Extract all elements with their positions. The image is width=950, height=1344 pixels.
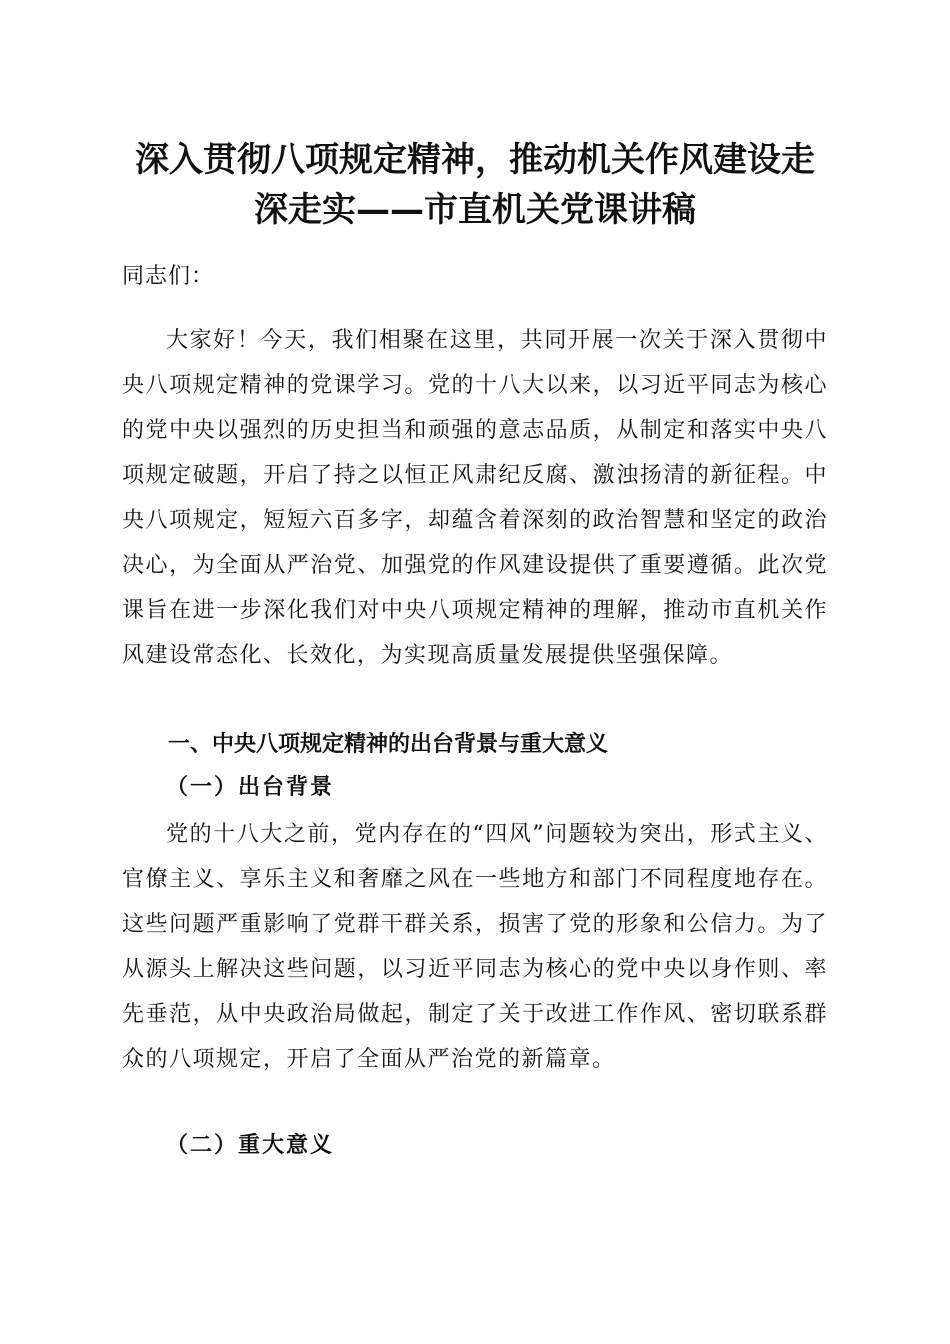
subsection-heading-1: （一）出台背景 xyxy=(166,774,335,800)
title-line-2: 深走实——市直机关党课讲稿 xyxy=(254,190,696,230)
subsection-heading-2: （二）重大意义 xyxy=(166,1132,335,1158)
section-heading-1: 一、中央八项规定精神的出台背景与重大意义 xyxy=(168,732,609,757)
salutation: 同志们： xyxy=(122,264,215,289)
subsection-1-paragraph: 党的十八大之前，党内存在的“四风”问题较为突出，形式主义、官僚主义、享乐主义和奢靡之风在一些地方和部门不同程度地存在。这些问题严重影响了党群干群关系，损害了党的形象和公信力。为了从源头上解决这些问题，以习近平同志为核心的党中央以身作则、率先垂范，从中央政治局做起，制定了关于改进工作作风、密切联系群众的八项规定，开启了全面从严治党的新篇章。 xyxy=(122,822,828,1072)
document-title xyxy=(110,135,840,235)
intro-paragraph: 大家好！今天，我们相聚在这里，共同开展一次关于深入贯彻中央八项规定精神的党课学习。党的十八大以来，以习近平同志为核心的党中央以强烈的历史担当和顽强的意志品质，从制定和落实中央八项规定破题，开启了持之以恒正风肃纪反腐、激浊扬清的新征程。中央八项规定，短短六百多字，却蕴含着深刻的政治智慧和坚定的政治决心，为全面从严治党、加强党的作风建设提供了重要遵循。此次党课旨在进一步深化我们对中央八项规定精神的理解，推动市直机关作风建设常态化、长效化，为实现高质量发展提供坚强保障。 xyxy=(122,328,828,668)
title-line-1: 深入贯彻八项规定精神，推动机关作风建设走 xyxy=(135,140,815,180)
